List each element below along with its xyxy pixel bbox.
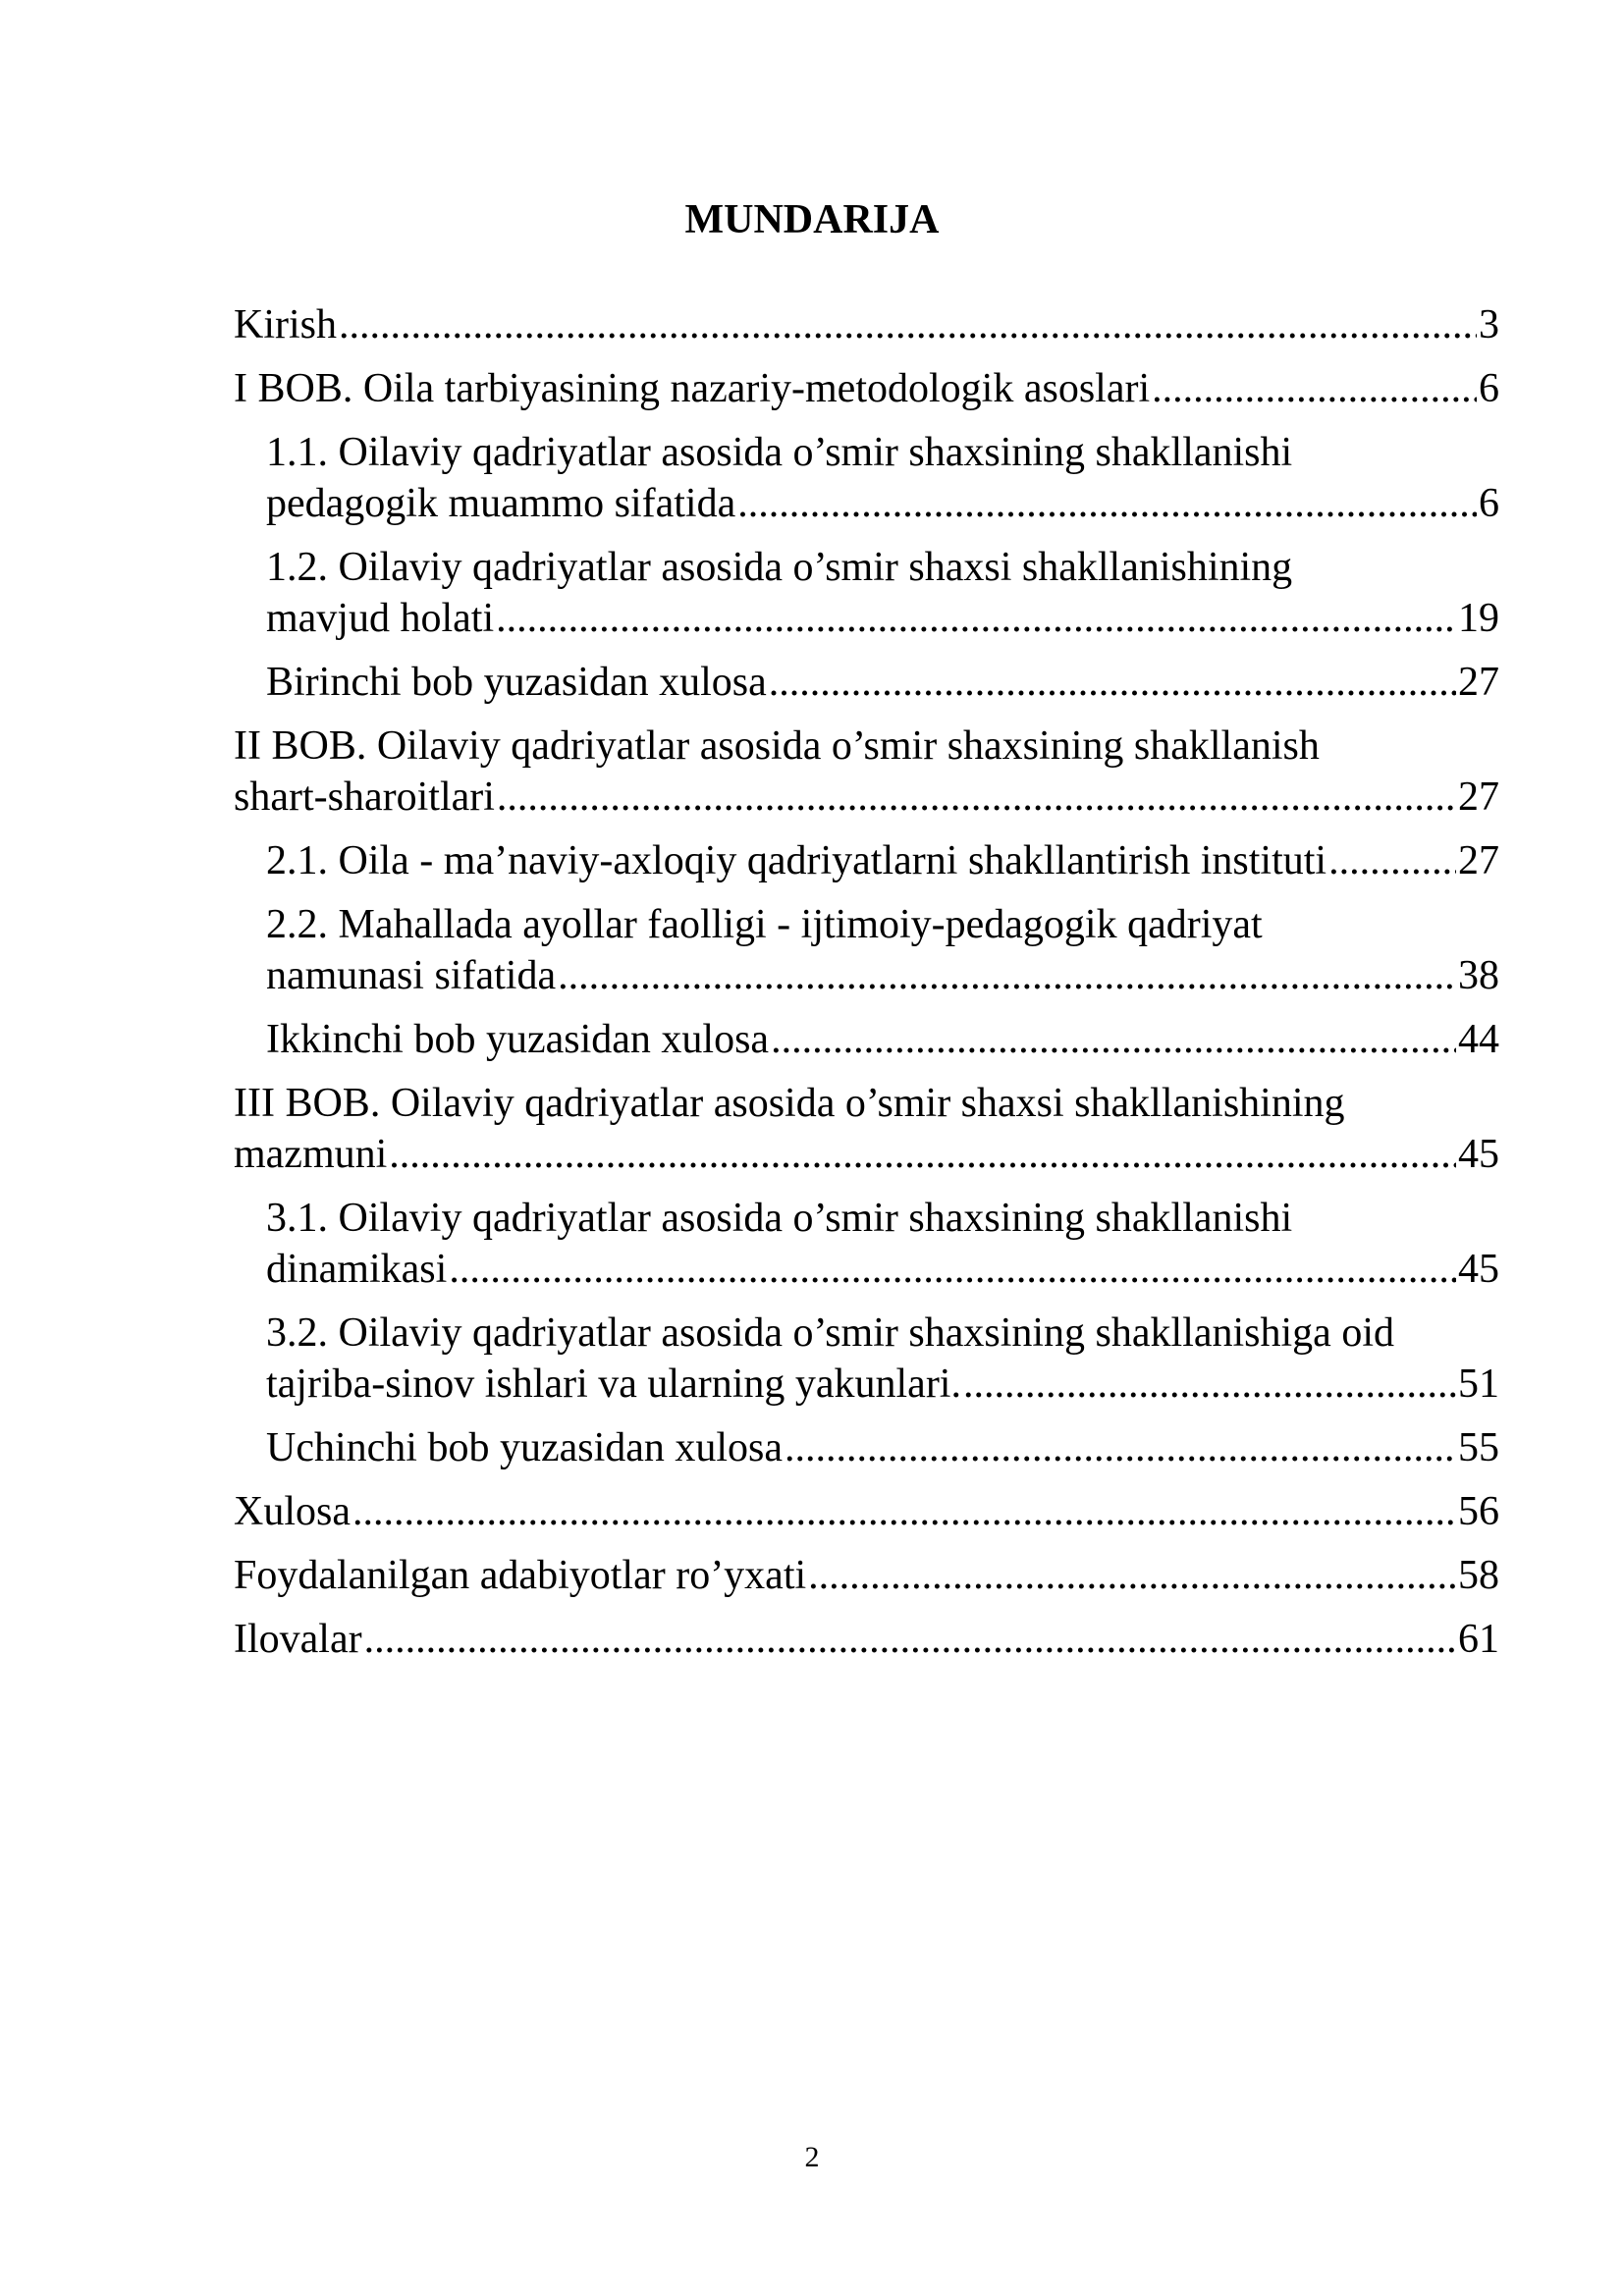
toc-entry-title-line: 3.1. Oilaviy qadriyatlar asosida o’smir shaxsining shakllanishi [266,1196,1293,1241]
toc-entry-line [266,478,1499,529]
toc-entry-title-line: Ilovalar [234,1617,362,1662]
toc-entry-page: 56 [1458,1489,1499,1534]
toc-entry-page: 61 [1458,1617,1499,1662]
toc-entry [234,427,1499,529]
toc-entry-title-line: III BOB. Oilaviy qadriyatlar asosida o’smir shaxsi shakllanishining [234,1081,1345,1126]
toc-entry [234,899,1499,1001]
toc-entry [234,1486,1499,1537]
page-number: 2 [804,2141,820,2173]
toc-entry-title-line: Kirish [234,302,337,347]
toc-entry [234,721,1499,823]
dot-leader [785,1422,1456,1473]
toc-entry-title-line: Uchinchi bob yuzasidan xulosa [266,1425,784,1470]
dot-leader [339,299,1477,350]
toc-entry-page: 27 [1458,660,1499,705]
dot-leader [771,1014,1456,1065]
toc-entry-line [234,1129,1499,1180]
toc-entry-page: 44 [1458,1017,1499,1062]
toc-entry-title-line: Xulosa [234,1489,351,1534]
toc-entry [234,1550,1499,1601]
dot-leader [769,657,1456,708]
page-title: MUNDARIJA [684,197,940,242]
dot-leader [496,593,1456,644]
toc-entry-line [234,1486,1499,1537]
toc-entry-page: 3 [1479,302,1499,347]
toc-entry-line [266,835,1499,886]
dot-leader [389,1129,1456,1180]
toc-entry-title-line: tajriba-sinov ishlari va ularning yakunlari. [266,1362,961,1407]
toc-entry-line [234,1614,1499,1665]
toc-entry-page: 55 [1458,1425,1499,1470]
toc-entry-page: 38 [1458,953,1499,998]
dot-leader [497,772,1456,823]
toc-entry [234,1308,1499,1410]
toc-entry [234,1014,1499,1065]
toc-entry-page: 45 [1458,1247,1499,1292]
dot-leader [963,1359,1456,1410]
dot-leader [352,1486,1456,1537]
dot-leader [364,1614,1456,1665]
toc-entry-title-line: 1.2. Oilaviy qadriyatlar asosida o’smir shaxsi shakllanishining [266,545,1293,590]
toc-entry [234,299,1499,350]
toc-entry-title-line: 2.1. Oila - ma’naviy-axloqiy qadriyatlarni shakllantirish instituti [266,838,1327,883]
table-of-contents [234,299,1499,1678]
toc-entry-line [234,363,1499,414]
toc-entry-title-line: Foydalanilgan adabiyotlar ro’yxati [234,1553,807,1598]
toc-entry [234,1193,1499,1295]
toc-entry-title-line: namunasi sifatida [266,953,557,998]
toc-entry [234,657,1499,708]
toc-entry-line [266,950,1499,1001]
toc-entry-line [266,1014,1499,1065]
dot-leader [808,1550,1456,1601]
toc-entry-page: 58 [1458,1553,1499,1598]
toc-entry [234,1614,1499,1665]
toc-entry-title-line: Ikkinchi bob yuzasidan xulosa [266,1017,770,1062]
dot-leader [1152,363,1477,414]
toc-entry-title-line: pedagogik muammo sifatida [266,481,736,526]
toc-entry-line [234,772,1499,823]
toc-entry [234,835,1499,886]
toc-entry-page: 27 [1458,838,1499,883]
toc-entry-title-line: mavjud holati [266,596,495,641]
dot-leader [1328,835,1456,886]
dot-leader [449,1244,1456,1295]
toc-entry-line [234,299,1499,350]
toc-entry [234,542,1499,644]
toc-entry [234,363,1499,414]
toc-entry-page: 6 [1479,481,1499,526]
toc-entry-line [266,1244,1499,1295]
toc-entry-title-line: 1.1. Oilaviy qadriyatlar asosida o’smir shaxsining shakllanishi [266,430,1293,475]
toc-entry-line [266,593,1499,644]
toc-entry-title-line: shart-sharoitlari [234,774,495,820]
toc-entry-title-line: 2.2. Mahallada ayollar faolligi - ijtimoiy-pedagogik qadriyat [266,902,1263,947]
toc-entry-title-line: I BOB. Oila tarbiyasining nazariy-metodologik asoslari [234,366,1151,411]
dot-leader [737,478,1477,529]
toc-entry-line [266,1359,1499,1410]
toc-entry-page: 45 [1458,1132,1499,1177]
toc-entry-title-line: II BOB. Oilaviy qadriyatlar asosida o’smir shaxsining shakllanish [234,723,1320,769]
toc-entry-page: 19 [1458,596,1499,641]
toc-entry-title-line: dinamikasi [266,1247,448,1292]
toc-entry [234,1078,1499,1180]
toc-entry-page: 6 [1479,366,1499,411]
dot-leader [558,950,1456,1001]
toc-entry-page: 27 [1458,774,1499,820]
toc-entry-line [234,1550,1499,1601]
toc-entry-page: 51 [1458,1362,1499,1407]
toc-entry [234,1422,1499,1473]
toc-entry-line [266,1422,1499,1473]
toc-entry-title-line: mazmuni [234,1132,388,1177]
toc-entry-title-line: 3.2. Oilaviy qadriyatlar asosida o’smir shaxsining shakllanishiga oid [266,1310,1394,1356]
toc-entry-title-line: Birinchi bob yuzasidan xulosa [266,660,767,705]
toc-entry-line [266,657,1499,708]
